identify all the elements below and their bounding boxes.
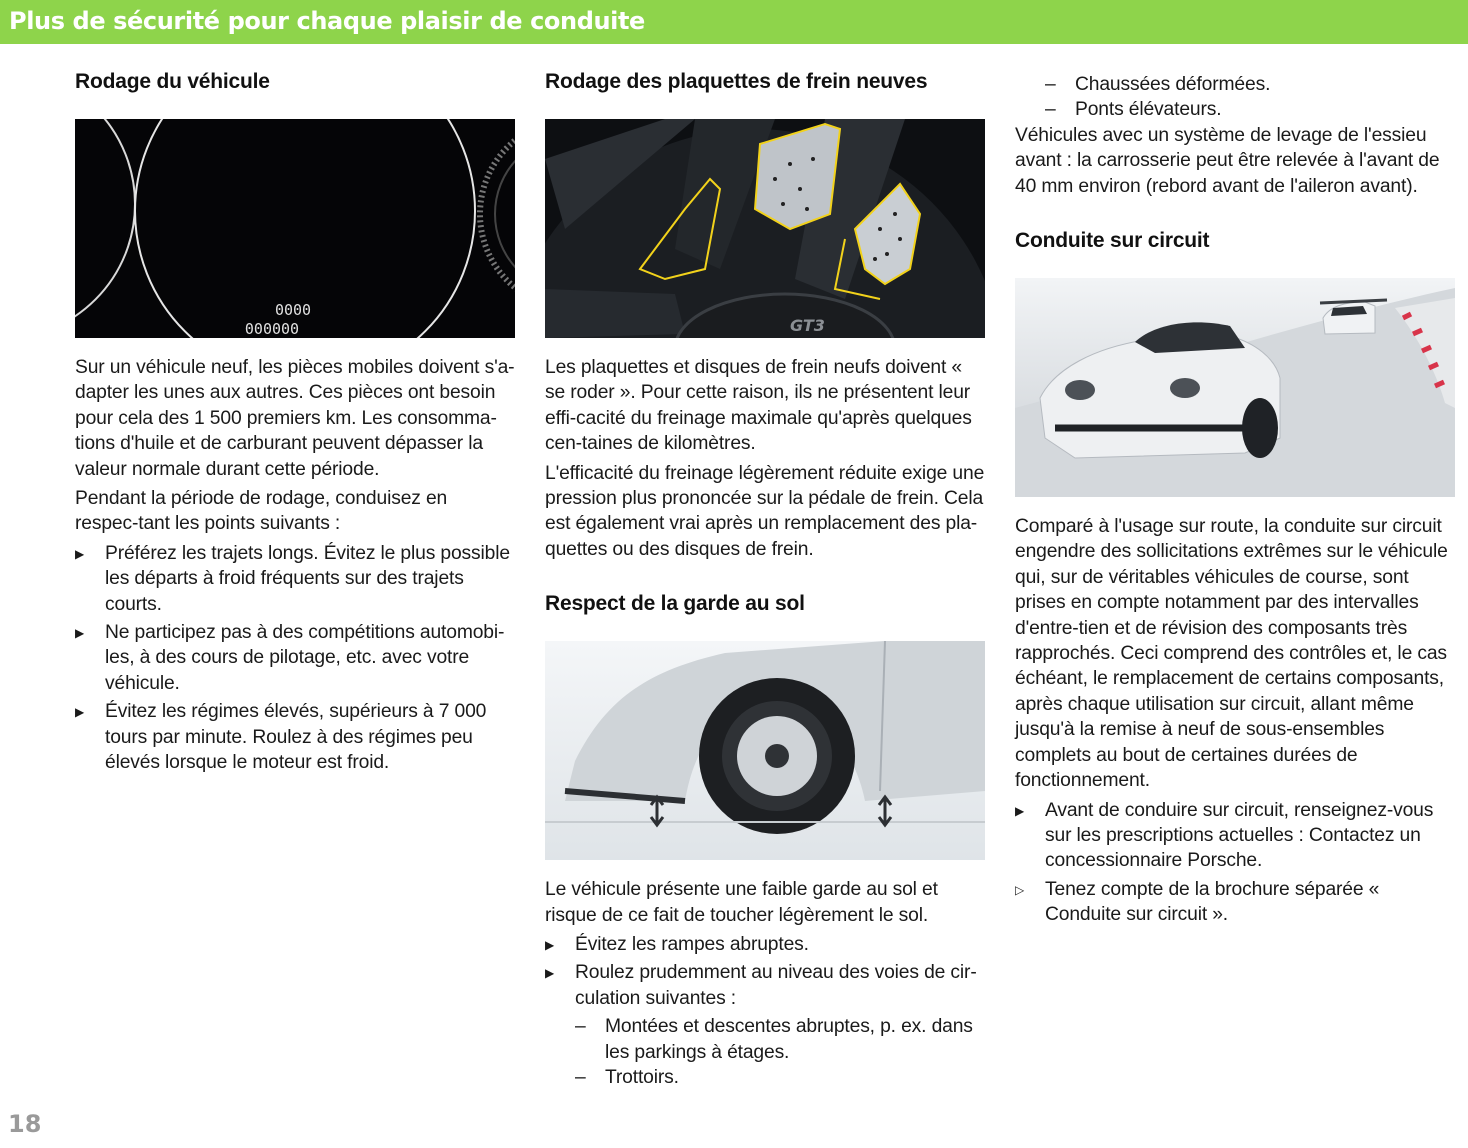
- list-item: – Montées et descentes abruptes, p. ex. dans les parkings à étages.: [575, 1016, 973, 1063]
- odometer-trip: 0000: [274, 301, 312, 319]
- column-brakes-clearance: [545, 70, 985, 1091]
- header-band: [0, 0, 1468, 44]
- brake-wheel-image: [545, 119, 985, 338]
- list-item: ▶ Préférez les trajets longs. Évitez le plus possible les départs à froid fréquents sur des trajets courts.: [75, 542, 510, 615]
- list-item: ▶ Avant de conduire sur circuit, renseignez-vous sur les prescriptions actuelles : Contactez un concessionnaire Porsche.: [1015, 799, 1434, 872]
- triangle-right-icon: ▶: [75, 626, 85, 641]
- triangle-right-icon: ▶: [75, 705, 85, 720]
- paragraph: Pendant la période de rodage, conduisez en respec-tant les points suivants :: [75, 488, 448, 535]
- column-circuit: [1015, 72, 1455, 931]
- triangle-right-icon: ▶: [1015, 803, 1025, 818]
- section-heading: Respect de la garde au sol: [545, 592, 805, 616]
- page-number: 18: [8, 1110, 42, 1138]
- list-item: – Ponts élévateurs.: [1045, 99, 1222, 121]
- list-item: ▶ Roulez prudemment au niveau des voies de cir-culation suivantes :: [545, 962, 977, 1009]
- list-item: ▶ Ne participez pas à des compétitions automobi-les, à des cours de pilotage, etc. avec votre véhicule.: [75, 622, 505, 694]
- triangle-right-icon: ▶: [545, 966, 555, 981]
- list-item: ▶ Évitez les rampes abruptes.: [545, 932, 985, 957]
- column-running-in: [75, 70, 515, 779]
- gt3-badge: GT3: [790, 316, 825, 335]
- triangle-right-icon: ▶: [75, 546, 85, 561]
- section-heading: Conduite sur circuit: [1015, 229, 1210, 253]
- paragraph: Les plaquettes et disques de frein neufs doivent « se roder ». Pour cette raison, ils ne présentent leur effi-cacité du freinage maximale qu'après quelques cen-taines de kilomètres.: [545, 357, 972, 455]
- paragraph: Comparé à l'usage sur route, la conduite sur circuit engendre des sollicitations extrêmes sur le véhicule qui, sur de véritables véhicules de course, sont prises en compte notamment par des intervalles d'entre-tien et de révision des composants très rapprochés. Ceci comprend des contrôles et, le cas échéant, le remplacement de certains composants, après chaque utilisation sur circuit, allant même jusqu'à la remise à neuf de sous-ensembles complets au bout de certaines durées de fonctionnement.: [1015, 516, 1448, 792]
- list-item: ▶ Évitez les régimes élevés, supérieurs à 7 000 tours par minute. Roulez à des régimes peu élevés lorsque le moteur est froid.: [75, 701, 487, 774]
- page-title: Plus de sécurité pour chaque plaisir de conduite: [9, 7, 645, 35]
- ground-clearance-image: [545, 641, 985, 860]
- triangle-outline-icon: ▷: [1015, 882, 1025, 897]
- odometer-total: 000000: [244, 320, 300, 338]
- section-heading: Rodage des plaquettes de frein neuves: [545, 70, 928, 93]
- paragraph: Le véhicule présente une faible garde au sol et risque de ce fait de toucher légèrement le sol.: [545, 879, 938, 926]
- list-item: – Chaussées déformées.: [1045, 74, 1271, 95]
- paragraph: L'efficacité du freinage légèrement réduite exige une pression plus prononcée sur la pédale de frein. Cela est également vrai après un remplacement des pla-quettes ou des disques de frein.: [545, 462, 985, 560]
- section-heading: Rodage du véhicule: [75, 70, 270, 93]
- paragraph: Sur un véhicule neuf, les pièces mobiles doivent s'a-dapter les unes aux autres. Ces pièces ont besoin pour cela des 1 500 premiers km. Les consomma-tions d'huile et de carburant peuvent dépasser la valeur normale durant cette période.: [75, 357, 515, 480]
- triangle-right-icon: ▶: [545, 938, 555, 953]
- list-item: ▷ Tenez compte de la brochure séparée « Conduite sur circuit ».: [1015, 878, 1380, 926]
- paragraph: Véhicules avec un système de levage de l'essieu avant : la carrosserie peut être relevée à l'avant de 40 mm environ (rebord avant de l'aileron avant).: [1015, 124, 1440, 197]
- instrument-cluster-image: [75, 119, 515, 338]
- list-item: – Trottoirs.: [575, 1067, 679, 1089]
- circuit-cars-image: [1015, 278, 1455, 497]
